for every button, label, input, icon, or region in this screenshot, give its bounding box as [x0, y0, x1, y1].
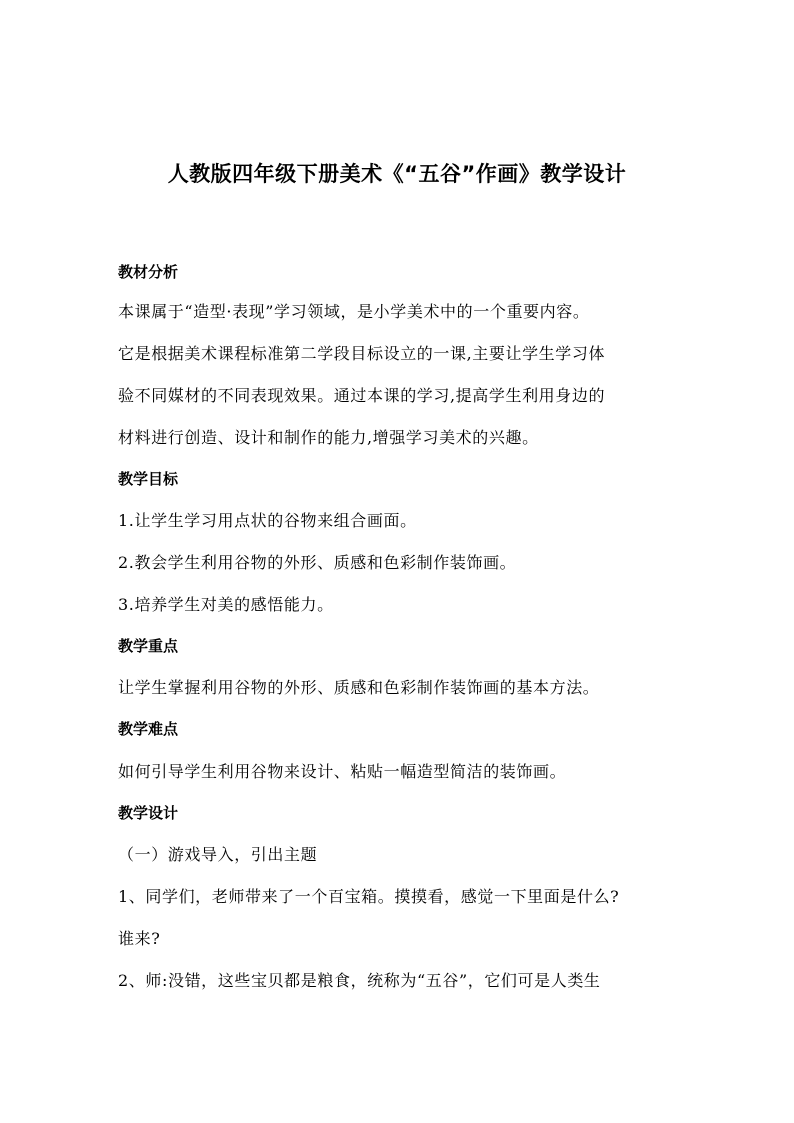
document-title: 人教版四年级下册美术《“五谷”作画》教学设计	[167, 162, 627, 186]
section-heading-key-points: 教学重点	[118, 637, 179, 655]
goal-item-3: 3.培养学生对美的感悟能力。	[118, 595, 334, 614]
goal-item-1: 1.让学生学习用点状的谷物来组合画面。	[118, 511, 417, 530]
analysis-line-1: 本课属于“造型·表现”学习领域，是小学美术中的一个重要内容。	[118, 302, 590, 321]
design-line-2: 谁来?	[118, 929, 161, 948]
design-line-1: 1、同学们，老师带来了一个百宝箱。摸摸看，感觉一下里面是什么?	[118, 887, 620, 906]
analysis-line-3: 验不同媒材的不同表现效果。通过本课的学习,提高学生利用身边的	[118, 386, 606, 405]
section-heading-design: 教学设计	[118, 804, 179, 822]
goal-item-2: 2.教会学生利用谷物的外形、质感和色彩制作装饰画。	[118, 553, 517, 572]
section-heading-goals: 教学目标	[118, 470, 179, 488]
difficulties-text: 如何引导学生利用谷物来设计、粘贴一幅造型简洁的装饰画。	[118, 762, 567, 781]
section-heading-analysis: 教材分析	[118, 263, 179, 281]
design-subheading: （一）游戏导入，引出主题	[118, 845, 318, 864]
analysis-line-2: 它是根据美术课程标准第二学段目标设立的一课,主要让学生学习体	[118, 344, 606, 363]
design-line-3: 2、师:没错，这些宝贝都是粮食，统称为“五谷”，它们可是人类生	[118, 971, 601, 990]
key-points-text: 让学生掌握利用谷物的外形、质感和色彩制作装饰画的基本方法。	[118, 678, 600, 697]
analysis-line-4: 材料进行创造、设计和制作的能力,增强学习美术的兴趣。	[118, 428, 539, 447]
section-heading-difficulties: 教学难点	[118, 720, 179, 738]
